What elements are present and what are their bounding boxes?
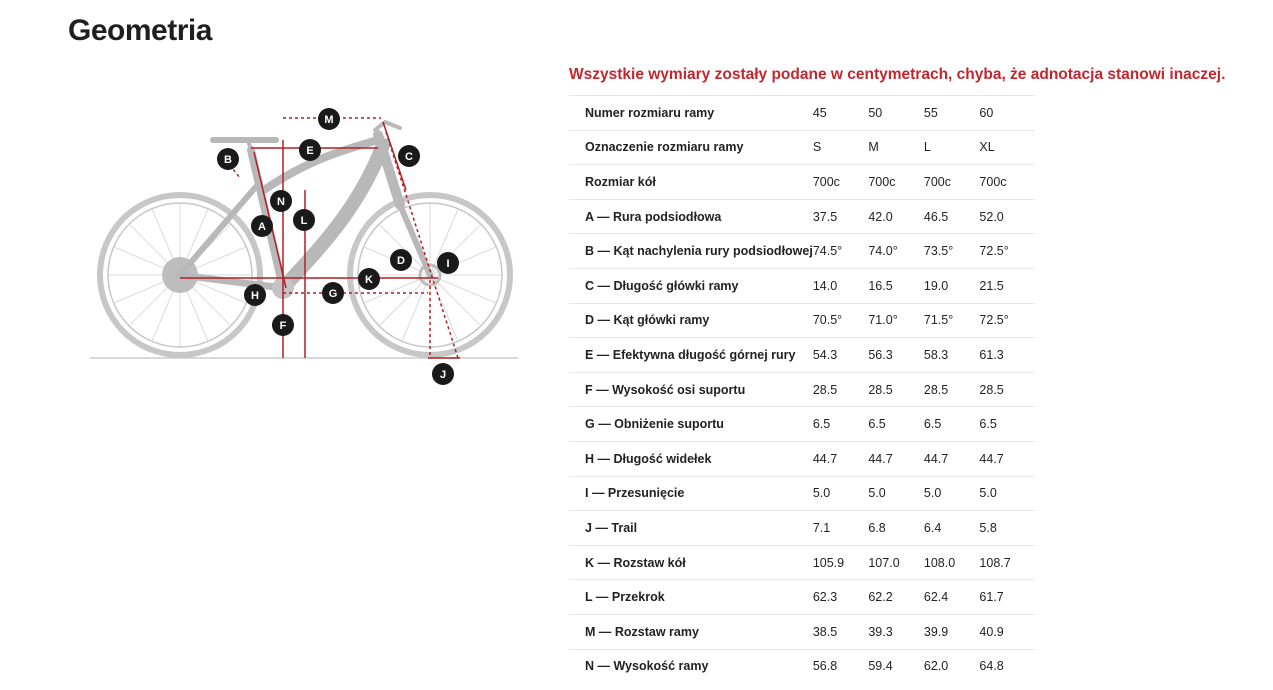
row-label: M — Rozstaw ramy: [569, 614, 813, 649]
table-cell: 28.5: [813, 372, 869, 407]
table-row: [569, 372, 1035, 407]
table-cell: 74.0°: [868, 234, 924, 269]
table-cell: 6.5: [813, 407, 869, 442]
row-label: E — Efektywna długość górnej rury: [569, 338, 813, 373]
table-row: [569, 649, 1035, 683]
table-cell: 108.7: [979, 545, 1035, 580]
marker-b: [217, 148, 239, 170]
table-cell: 62.4: [924, 580, 980, 615]
marker-f: [272, 314, 294, 336]
table-row: [569, 441, 1035, 476]
bike-geometry-diagram: [88, 100, 528, 395]
table-cell: 73.5°: [924, 234, 980, 269]
table-cell: 61.7: [979, 580, 1035, 615]
row-label: L — Przekrok: [569, 580, 813, 615]
table-cell: 21.5: [979, 268, 1035, 303]
table-cell: 108.0: [924, 545, 980, 580]
table-cell: 71.5°: [924, 303, 980, 338]
svg-text:N: N: [277, 196, 285, 208]
table-cell: 40.9: [979, 614, 1035, 649]
table-cell: 6.5: [868, 407, 924, 442]
row-label: I — Przesunięcie: [569, 476, 813, 511]
table-cell: 45: [813, 96, 869, 131]
table-row: [569, 580, 1035, 615]
table-cell: 72.5°: [979, 234, 1035, 269]
table-cell: 60: [979, 96, 1035, 131]
marker-i: [437, 252, 459, 274]
table-cell: 19.0: [924, 268, 980, 303]
geometry-table: [569, 95, 1035, 683]
marker-l: [293, 209, 315, 231]
table-cell: 16.5: [868, 268, 924, 303]
table-cell: 64.8: [979, 649, 1035, 683]
table-cell: XL: [979, 130, 1035, 165]
svg-text:K: K: [365, 274, 373, 286]
table-cell: 5.0: [979, 476, 1035, 511]
svg-text:L: L: [300, 215, 308, 227]
table-cell: 105.9: [813, 545, 869, 580]
row-label: Rozmiar kół: [569, 165, 813, 200]
table-cell: 700c: [924, 165, 980, 200]
marker-a: [251, 215, 273, 237]
svg-text:F: F: [279, 320, 287, 332]
marker-n: [270, 190, 292, 212]
table-cell: 107.0: [868, 545, 924, 580]
svg-text:A: A: [258, 221, 266, 233]
row-label: C — Długość główki ramy: [569, 268, 813, 303]
table-cell: 46.5: [924, 199, 980, 234]
table-row: [569, 268, 1035, 303]
table-cell: 71.0°: [868, 303, 924, 338]
table-cell: 700c: [813, 165, 869, 200]
table-cell: 70.5°: [813, 303, 869, 338]
table-cell: 44.7: [868, 441, 924, 476]
svg-text:E: E: [306, 145, 314, 157]
table-cell: 58.3: [924, 338, 980, 373]
row-label: B — Kąt nachylenia rury podsiodłowej: [569, 234, 813, 269]
table-cell: 56.8: [813, 649, 869, 683]
table-row: [569, 199, 1035, 234]
table-row: [569, 545, 1035, 580]
table-cell: 44.7: [979, 441, 1035, 476]
svg-text:D: D: [397, 255, 405, 267]
table-cell: 62.0: [924, 649, 980, 683]
table-cell: 39.3: [868, 614, 924, 649]
row-label: H — Długość widełek: [569, 441, 813, 476]
marker-d: [390, 249, 412, 271]
svg-text:C: C: [405, 151, 413, 163]
table-cell: 5.8: [979, 511, 1035, 546]
table-cell: 5.0: [868, 476, 924, 511]
table-cell: 44.7: [924, 441, 980, 476]
table-cell: 700c: [868, 165, 924, 200]
table-cell: 28.5: [979, 372, 1035, 407]
table-cell: 74.5°: [813, 234, 869, 269]
marker-c: [398, 145, 420, 167]
table-cell: 62.3: [813, 580, 869, 615]
table-cell: S: [813, 130, 869, 165]
table-cell: 14.0: [813, 268, 869, 303]
table-cell: 7.1: [813, 511, 869, 546]
table-row: [569, 130, 1035, 165]
row-label: J — Trail: [569, 511, 813, 546]
row-label: Oznaczenie rozmiaru ramy: [569, 130, 813, 165]
table-cell: 37.5: [813, 199, 869, 234]
table-cell: 38.5: [813, 614, 869, 649]
table-cell: 52.0: [979, 199, 1035, 234]
table-cell: 6.8: [868, 511, 924, 546]
svg-text:J: J: [439, 369, 447, 381]
row-label: D — Kąt główki ramy: [569, 303, 813, 338]
table-cell: 5.0: [924, 476, 980, 511]
table-cell: 59.4: [868, 649, 924, 683]
table-row: [569, 234, 1035, 269]
marker-h: [244, 284, 266, 306]
marker-e: [299, 139, 321, 161]
marker-j: [432, 363, 454, 385]
table-cell: 50: [868, 96, 924, 131]
units-note: Wszystkie wymiary zostały podane w centymetrach, chyba, że adnotacja stanowi inaczej.: [569, 66, 1226, 83]
table-cell: 72.5°: [979, 303, 1035, 338]
row-label: K — Rozstaw kół: [569, 545, 813, 580]
table-row: [569, 407, 1035, 442]
table-cell: 28.5: [868, 372, 924, 407]
marker-k: [358, 268, 380, 290]
table-row: [569, 476, 1035, 511]
table-cell: 44.7: [813, 441, 869, 476]
table-row: [569, 165, 1035, 200]
svg-text:H: H: [251, 290, 259, 302]
table-row: [569, 614, 1035, 649]
table-cell: 56.3: [868, 338, 924, 373]
table-cell: 5.0: [813, 476, 869, 511]
table-cell: M: [868, 130, 924, 165]
table-row: [569, 338, 1035, 373]
row-label: N — Wysokość ramy: [569, 649, 813, 683]
table-cell: 39.9: [924, 614, 980, 649]
row-label: A — Rura podsiodłowa: [569, 199, 813, 234]
table-cell: 28.5: [924, 372, 980, 407]
row-label: F — Wysokość osi suportu: [569, 372, 813, 407]
table-row: [569, 303, 1035, 338]
row-label: Numer rozmiaru ramy: [569, 96, 813, 131]
svg-text:I: I: [446, 258, 450, 270]
svg-text:M: M: [324, 114, 334, 126]
table-cell: 6.4: [924, 511, 980, 546]
table-cell: 62.2: [868, 580, 924, 615]
table-cell: 42.0: [868, 199, 924, 234]
table-cell: 6.5: [924, 407, 980, 442]
svg-text:B: B: [224, 154, 232, 166]
table-cell: 6.5: [979, 407, 1035, 442]
page-title: Geometria: [68, 14, 212, 47]
table-cell: 54.3: [813, 338, 869, 373]
table-cell: L: [924, 130, 980, 165]
table-row: [569, 511, 1035, 546]
table-row: [569, 96, 1035, 131]
table-cell: 55: [924, 96, 980, 131]
table-cell: 61.3: [979, 338, 1035, 373]
table-cell: 700c: [979, 165, 1035, 200]
marker-m: [318, 108, 340, 130]
svg-text:G: G: [328, 288, 338, 300]
marker-g: [322, 282, 344, 304]
row-label: G — Obniżenie suportu: [569, 407, 813, 442]
